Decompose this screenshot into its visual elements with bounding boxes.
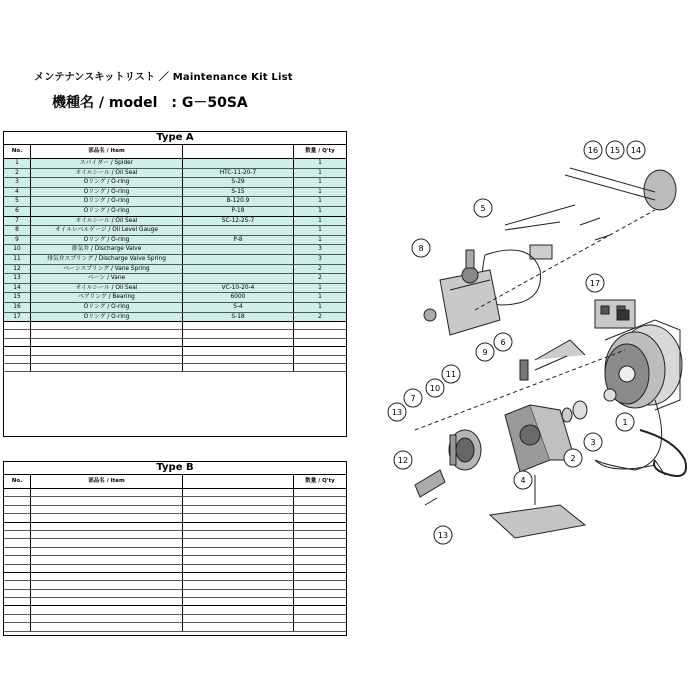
- table-row: [4, 284, 346, 294]
- callout-10: [426, 379, 444, 397]
- svg-text:5: 5: [480, 204, 486, 213]
- svg-text:17: 17: [589, 279, 601, 288]
- empty-cell: [4, 364, 31, 371]
- row-part-code: S-15: [183, 188, 294, 197]
- row-qty: 1: [318, 179, 322, 186]
- callout-1: [616, 413, 634, 431]
- empty-cell: [31, 590, 183, 597]
- row-part-code: P-18: [183, 207, 294, 216]
- svg-text:4: 4: [520, 476, 526, 485]
- row-part-code: [183, 274, 294, 283]
- row-qty: 1: [318, 188, 322, 195]
- table-row: [4, 255, 346, 265]
- empty-cell: [183, 548, 294, 555]
- row-qty: 1: [318, 284, 322, 291]
- empty-cell: [294, 514, 346, 521]
- row-qty: 1: [318, 227, 322, 234]
- type-a-title: Type A: [4, 132, 346, 145]
- callout-6: [494, 333, 512, 351]
- empty-cell: [31, 347, 183, 354]
- row-part-code: S-29: [183, 178, 294, 187]
- row-no: 13: [4, 274, 31, 283]
- empty-cell: [4, 506, 31, 513]
- svg-text:8: 8: [418, 244, 424, 253]
- row-item-name: Oリング / O-ring: [31, 207, 183, 216]
- empty-cell: [4, 339, 31, 346]
- col-qty-header: 数量 / Q'ty: [305, 148, 335, 154]
- table-row: [4, 159, 346, 169]
- col-no-header: No.: [4, 475, 31, 488]
- type-a-rows: [4, 159, 346, 372]
- empty-cell: [4, 581, 31, 588]
- row-item-name: 排気弁 / Discharge Valve: [31, 245, 183, 254]
- svg-text:14: 14: [630, 146, 642, 155]
- empty-row: [4, 330, 346, 338]
- row-no: 7: [4, 217, 31, 226]
- callout-13b: [434, 526, 452, 544]
- empty-cell: [31, 598, 183, 605]
- empty-row: [4, 364, 346, 372]
- empty-row: [4, 590, 346, 598]
- row-no: 5: [4, 197, 31, 206]
- empty-cell: [183, 497, 294, 504]
- power-cord-drawing: [640, 430, 686, 476]
- empty-cell: [183, 556, 294, 563]
- col-no-header: No.: [4, 145, 31, 158]
- vanes-drawing: [415, 470, 445, 505]
- empty-cell: [31, 523, 183, 530]
- row-no: 9: [4, 236, 31, 245]
- svg-text:7: 7: [410, 394, 416, 403]
- empty-cell: [294, 347, 346, 354]
- empty-cell: [4, 573, 31, 580]
- empty-row: [4, 539, 346, 547]
- type-a-table: [3, 131, 347, 437]
- empty-cell: [294, 339, 346, 346]
- row-qty: 1: [318, 294, 322, 301]
- empty-cell: [183, 364, 294, 371]
- empty-cell: [294, 497, 346, 504]
- row-item-name: Oリング / O-ring: [31, 313, 183, 322]
- empty-row: [4, 497, 346, 505]
- empty-cell: [4, 523, 31, 530]
- kit-list-title: メンテナンスキットリスト ／ Maintenance Kit List: [34, 72, 293, 83]
- row-item-name: Oリング / O-ring: [31, 178, 183, 187]
- row-qty: 1: [318, 169, 322, 176]
- type-b-title: Type B: [4, 462, 346, 475]
- row-part-code: 6000: [183, 293, 294, 302]
- empty-cell: [183, 523, 294, 530]
- row-item-name: オイルレベルゲージ / Oil Level Gauge: [31, 226, 183, 235]
- empty-cell: [4, 356, 31, 363]
- empty-cell: [294, 330, 346, 337]
- empty-cell: [294, 606, 346, 613]
- svg-text:2: 2: [570, 454, 576, 463]
- col-code-header: [183, 145, 294, 158]
- row-part-code: [183, 159, 294, 168]
- empty-cell: [183, 489, 294, 496]
- empty-cell: [183, 606, 294, 613]
- row-qty: 2: [318, 275, 322, 282]
- empty-row: [4, 339, 346, 347]
- row-part-code: S-4: [183, 303, 294, 312]
- table-row: [4, 197, 346, 207]
- empty-cell: [183, 539, 294, 546]
- row-qty: 3: [318, 246, 322, 253]
- model-title: 機種名 / model : G－50SA: [52, 95, 248, 111]
- empty-cell: [31, 623, 183, 630]
- svg-text:16: 16: [587, 146, 599, 155]
- empty-row: [4, 531, 346, 539]
- type-b-rows: [4, 489, 346, 632]
- row-qty: 2: [318, 265, 322, 272]
- row-item-name: Oリング / O-ring: [31, 303, 183, 312]
- empty-row: [4, 506, 346, 514]
- empty-cell: [31, 581, 183, 588]
- empty-cell: [4, 606, 31, 613]
- empty-cell: [31, 565, 183, 572]
- col-name-header: 部品名 / Item: [31, 145, 183, 158]
- empty-cell: [4, 489, 31, 496]
- row-part-code: [183, 226, 294, 235]
- row-item-name: オイルシール / Oil Seal: [31, 169, 183, 178]
- row-part-code: VC-10-20-4: [183, 284, 294, 293]
- row-qty: 1: [318, 236, 322, 243]
- empty-cell: [31, 539, 183, 546]
- row-item-name: ベーン / Vane: [31, 274, 183, 283]
- row-qty: 3: [318, 255, 322, 262]
- row-item-name: オイルシール / Oil Seal: [31, 217, 183, 226]
- empty-cell: [4, 623, 31, 630]
- row-qty: 1: [318, 207, 322, 214]
- table-row: [4, 274, 346, 284]
- empty-cell: [31, 615, 183, 622]
- row-item-name: Oリング / O-ring: [31, 236, 183, 245]
- svg-text:13: 13: [437, 531, 449, 540]
- empty-cell: [183, 339, 294, 346]
- empty-cell: [294, 581, 346, 588]
- empty-cell: [294, 364, 346, 371]
- empty-row: [4, 489, 346, 497]
- callout-14: [627, 141, 645, 159]
- empty-row: [4, 523, 346, 531]
- row-item-name: Oリング / O-ring: [31, 197, 183, 206]
- empty-cell: [31, 573, 183, 580]
- empty-cell: [31, 514, 183, 521]
- row-no: 6: [4, 207, 31, 216]
- empty-cell: [183, 330, 294, 337]
- table-row: [4, 265, 346, 275]
- empty-cell: [294, 506, 346, 513]
- row-no: 14: [4, 284, 31, 293]
- empty-cell: [31, 489, 183, 496]
- row-no: 12: [4, 265, 31, 274]
- exploded-pump-diagram: [355, 130, 700, 570]
- empty-cell: [4, 322, 31, 329]
- row-item-name: オイルシール / Oil Seal: [31, 284, 183, 293]
- row-part-code: HTC-11-20-7: [183, 169, 294, 178]
- empty-cell: [183, 598, 294, 605]
- empty-cell: [4, 539, 31, 546]
- empty-cell: [294, 489, 346, 496]
- empty-cell: [294, 623, 346, 630]
- empty-row: [4, 581, 346, 589]
- table-row: [4, 178, 346, 188]
- empty-cell: [31, 356, 183, 363]
- svg-text:10: 10: [429, 384, 441, 393]
- row-no: 10: [4, 245, 31, 254]
- row-qty: 1: [318, 160, 322, 166]
- col-code-header: [183, 475, 294, 488]
- empty-cell: [294, 523, 346, 530]
- empty-row: [4, 556, 346, 564]
- row-item-name: Oリング / O-ring: [31, 188, 183, 197]
- row-qty: 2: [318, 313, 322, 320]
- empty-cell: [31, 330, 183, 337]
- svg-text:3: 3: [590, 438, 596, 447]
- type-b-table: [3, 461, 347, 636]
- empty-cell: [4, 347, 31, 354]
- svg-text:13: 13: [391, 408, 403, 417]
- empty-cell: [4, 497, 31, 504]
- empty-cell: [183, 322, 294, 329]
- row-no: 3: [4, 178, 31, 187]
- empty-cell: [4, 565, 31, 572]
- base-plate-drawing: [490, 505, 585, 538]
- callout-5: [474, 199, 492, 217]
- empty-cell: [4, 556, 31, 563]
- empty-cell: [4, 548, 31, 555]
- table-row: [4, 245, 346, 255]
- empty-row: [4, 598, 346, 606]
- table-row: [4, 188, 346, 198]
- empty-row: [4, 606, 346, 614]
- empty-cell: [294, 590, 346, 597]
- type-b-header: [4, 475, 346, 489]
- row-no: 11: [4, 255, 31, 264]
- row-part-code: B-120.9: [183, 197, 294, 206]
- row-part-code: [183, 255, 294, 264]
- table-row: [4, 293, 346, 303]
- empty-cell: [31, 556, 183, 563]
- callout-2: [564, 449, 582, 467]
- svg-text:9: 9: [482, 348, 488, 357]
- col-name-header: 部品名 / Item: [31, 475, 183, 488]
- row-item-name: 排気弁スプリング / Discharge Valve Spring: [31, 255, 183, 264]
- callout-4: [514, 471, 532, 489]
- empty-cell: [183, 573, 294, 580]
- callout-9: [476, 343, 494, 361]
- empty-cell: [183, 356, 294, 363]
- svg-text:12: 12: [397, 456, 409, 465]
- empty-cell: [31, 339, 183, 346]
- table-row: [4, 207, 346, 217]
- empty-row: [4, 548, 346, 556]
- table-row: [4, 169, 346, 179]
- row-no: 8: [4, 226, 31, 235]
- terminal-box-drawing: [595, 300, 635, 328]
- empty-cell: [294, 573, 346, 580]
- empty-cell: [4, 615, 31, 622]
- empty-cell: [31, 322, 183, 329]
- callout-16: [584, 141, 602, 159]
- empty-cell: [4, 598, 31, 605]
- svg-text:15: 15: [609, 146, 621, 155]
- empty-cell: [294, 531, 346, 538]
- row-no: 1: [4, 159, 31, 168]
- empty-cell: [31, 364, 183, 371]
- row-qty: 1: [318, 217, 322, 224]
- row-item-name: ベアリング / Bearing: [31, 293, 183, 302]
- row-part-code: S-18: [183, 313, 294, 322]
- empty-row: [4, 356, 346, 364]
- callout-3: [584, 433, 602, 451]
- row-qty: 1: [318, 198, 322, 205]
- type-a-header: [4, 145, 346, 159]
- empty-cell: [183, 514, 294, 521]
- empty-cell: [294, 539, 346, 546]
- svg-text:1: 1: [622, 418, 628, 427]
- row-part-code: SC-12-25-7: [183, 217, 294, 226]
- empty-cell: [183, 581, 294, 588]
- callout-11: [442, 365, 460, 383]
- row-no: 15: [4, 293, 31, 302]
- empty-cell: [294, 356, 346, 363]
- table-row: [4, 226, 346, 236]
- empty-cell: [4, 514, 31, 521]
- row-part-code: [183, 245, 294, 254]
- svg-text:11: 11: [445, 370, 457, 379]
- row-no: 17: [4, 313, 31, 322]
- empty-cell: [31, 506, 183, 513]
- row-no: 2: [4, 169, 31, 178]
- row-qty: 1: [318, 303, 322, 310]
- empty-cell: [294, 565, 346, 572]
- row-item-name: ベーンスプリング / Vane Spring: [31, 265, 183, 274]
- empty-cell: [31, 606, 183, 613]
- table-row: [4, 313, 346, 323]
- table-row: [4, 236, 346, 246]
- callout-17: [586, 274, 604, 292]
- rotor-drawing: [449, 430, 481, 470]
- pump-housing-drawing: [424, 250, 500, 335]
- empty-row: [4, 514, 346, 522]
- empty-row: [4, 615, 346, 623]
- empty-cell: [183, 623, 294, 630]
- row-no: 16: [4, 303, 31, 312]
- row-part-code: [183, 265, 294, 274]
- empty-cell: [183, 615, 294, 622]
- empty-cell: [31, 531, 183, 538]
- table-row: [4, 217, 346, 227]
- empty-cell: [294, 322, 346, 329]
- empty-cell: [294, 556, 346, 563]
- row-item-name: スパイダー / Spider: [31, 159, 183, 168]
- table-row: [4, 303, 346, 313]
- empty-cell: [4, 590, 31, 597]
- svg-text:6: 6: [500, 338, 506, 347]
- empty-cell: [183, 347, 294, 354]
- empty-cell: [294, 598, 346, 605]
- callout-8: [412, 239, 430, 257]
- callout-12: [394, 451, 412, 469]
- empty-row: [4, 623, 346, 631]
- empty-row: [4, 565, 346, 573]
- empty-row: [4, 322, 346, 330]
- top-assembly-drawing: [505, 168, 676, 259]
- col-qty-header: 数量 / Q'ty: [305, 478, 335, 484]
- empty-row: [4, 573, 346, 581]
- empty-cell: [294, 615, 346, 622]
- empty-cell: [31, 548, 183, 555]
- row-part-code: P-8: [183, 236, 294, 245]
- empty-cell: [4, 531, 31, 538]
- empty-cell: [183, 565, 294, 572]
- empty-cell: [4, 330, 31, 337]
- callout-15: [606, 141, 624, 159]
- empty-cell: [183, 506, 294, 513]
- callout-13: [388, 403, 406, 421]
- row-no: 4: [4, 188, 31, 197]
- empty-cell: [31, 497, 183, 504]
- empty-cell: [183, 531, 294, 538]
- empty-cell: [294, 548, 346, 555]
- empty-cell: [183, 590, 294, 597]
- callout-7: [404, 389, 422, 407]
- empty-row: [4, 347, 346, 355]
